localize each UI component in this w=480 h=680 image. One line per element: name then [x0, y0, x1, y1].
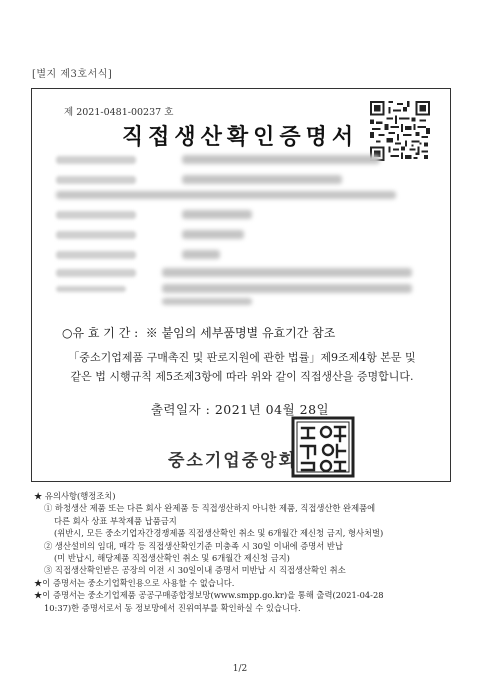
certification-text-line-1: 「중소기업제품 구매촉진 및 판로지원에 관한 법률」제9조제4항 본문 및 [68, 351, 416, 364]
redacted-row-issuer-name [56, 250, 220, 259]
official-seal-icon [291, 416, 355, 478]
note-item-2-penalty: (미 반납시, 해당제품 직접생산확인 취소 및 6개월간 제신청 금지) [54, 553, 290, 564]
issuer-name: 중소기업중앙회 [168, 451, 297, 471]
redacted-row-address-2 [56, 284, 412, 293]
redacted-row-address [56, 268, 412, 277]
note-star-3: ★이 증명서는 중소기업제품 공공구매종합정보망(www.smpp.go.kr)을 통해 출력(2021-04-28 [34, 590, 384, 601]
note-star-2: ★이 증명서는 중소기업확인용으로 사용할 수 없습니다. [34, 577, 235, 588]
qr-code-icon [370, 100, 430, 162]
note-item-1-cont: 다른 회사 상표 부착제품 납품금지 [54, 515, 177, 526]
print-date: 출력일자 : 2021년 04월 28일 [150, 402, 330, 417]
page-number: 1/2 [232, 664, 248, 674]
redacted-row-company [56, 155, 380, 164]
note-item-1-penalty: (위반시, 모든 중소기업자간경쟁제품 직접생산확인 취소 및 6개월간 제신청 금지, 형사처벌) [54, 528, 384, 539]
certification-text-line-2: 같은 법 시행규칙 제5조제3항에 따라 위와 같이 직접생산을 증명합니다. [70, 370, 414, 383]
note-star-3-cont: 10:37)한 증명서로서 동 정보망에서 진위여부를 확인하실 수 있습니다. [44, 602, 301, 613]
note-item-1: ① 하청생산 제품 또는 다른 회사 완제품 등 직접생산하지 아니한 제품, 직접생산한 완제품에 [44, 503, 376, 514]
notes-section [34, 490, 454, 614]
redacted-row-corporate-number [56, 230, 244, 239]
note-item-2: ② 생산설비의 임대, 매각 등 직접생산확인기준 미충족 시 30일 이내에 증명서 반납 [44, 540, 343, 551]
redacted-row-representative [56, 175, 342, 184]
document-number: 제 2021-0481-00237 호 [64, 107, 174, 118]
redacted-row-address-3 [162, 298, 252, 305]
form-label: [별지 제3호서식] [32, 69, 113, 80]
validity-period: ○유 효 기 간 : ※ 붙임의 세부품명별 유효기간 참조 [62, 326, 336, 340]
note-item-3: ③ 직접생산확인받은 공장의 이전 시 30일이내 증명서 미반납 시 직접생산확인 취소 [44, 565, 346, 576]
notes-header: ★ 유의사항(행정조치) [34, 491, 116, 501]
redacted-row-business-number [56, 210, 252, 219]
document-title: 직접생산확인증명서 [121, 124, 359, 150]
redacted-row-notice [56, 191, 396, 199]
